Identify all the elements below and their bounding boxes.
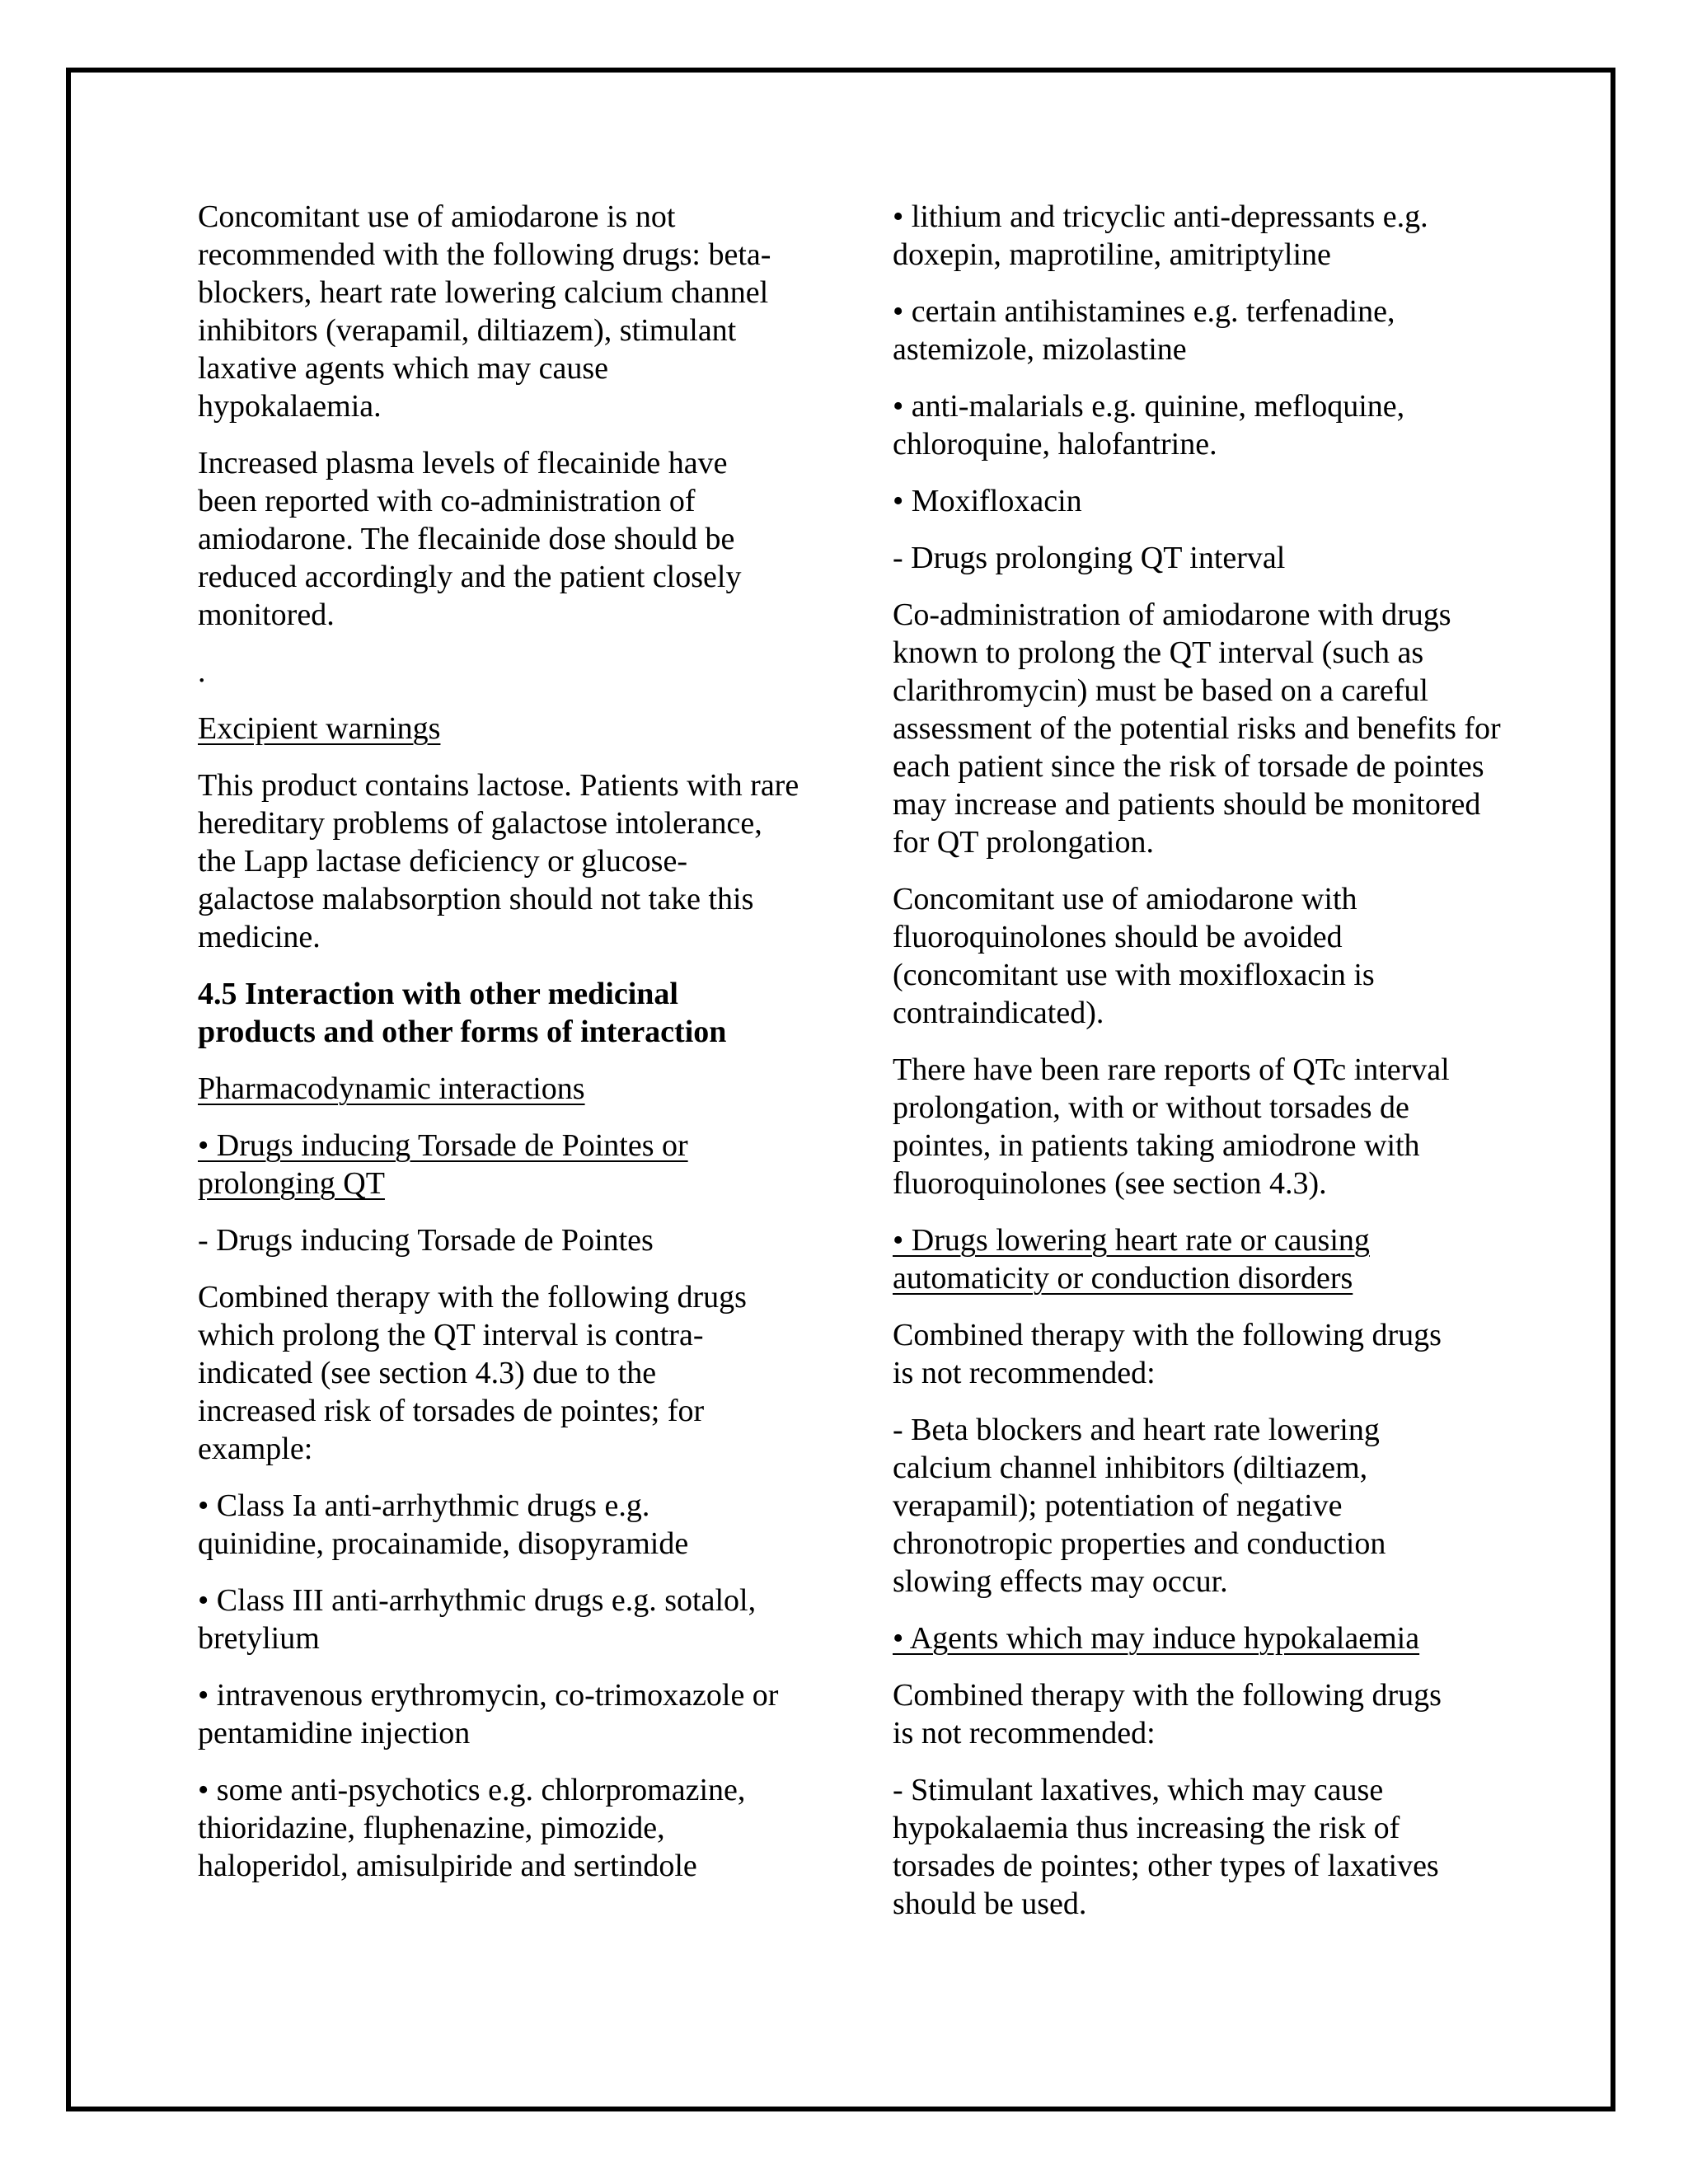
paragraph-lactose: This product contains lactose. Patients with rare hereditary problems of galactose intolerance, the Lapp lactase deficiency or glucose-galactose malabsorption should not take this medicine.	[198, 768, 799, 954]
heading-torsade-qt: • Drugs inducing Torsade de Pointes or prolonging QT	[198, 1128, 688, 1201]
paragraph-rare-reports: There have been rare reports of QTc interval prolongation, with or without torsades de pointes, in patients taking amiodrone with fluoroquinolones (see section 4.3).	[893, 1052, 1450, 1201]
bullet-antipsychotics: • some anti-psychotics e.g. chlorpromazine, thioridazine, fluphenazine, pimozide, haloperidol, amisulpiride and sertindole	[198, 1773, 746, 1883]
heading-section-4-5: 4.5 Interaction with other medicinal products and other forms of interaction	[198, 977, 727, 1049]
paragraph-drugs-prolonging-qt: - Drugs prolonging QT interval	[893, 541, 1286, 575]
paragraph-fluoroquinolones: Concomitant use of amiodarone with fluoroquinolones should be avoided (concomitant use with moxifloxacin is contraindicated).	[893, 882, 1375, 1030]
paragraph-combined-therapy-qt: Combined therapy with the following drugs which prolong the QT interval is contra-indicated (see section 4.3) due to the increased risk of torsades de pointes; for example:	[198, 1280, 747, 1466]
bullet-antihistamines: • certain antihistamines e.g. terfenadine, astemizole, mizolastine	[893, 294, 1395, 367]
bullet-antimalarials: • anti-malarials e.g. quinine, mefloquine, chloroquine, halofantrine.	[893, 389, 1405, 462]
bullet-lithium: • lithium and tricyclic anti-depressants e.g. doxepin, maprotiline, amitriptyline	[893, 199, 1428, 272]
left-column	[198, 198, 799, 1904]
bullet-iv-erythromycin: • intravenous erythromycin, co-trimoxazole or pentamidine injection	[198, 1678, 779, 1750]
bullet-class-iii: • Class III anti-arrhythmic drugs e.g. sotalol, bretylium	[198, 1583, 757, 1656]
heading-excipient-warnings: Excipient warnings	[198, 711, 441, 746]
bullet-moxifloxacin: • Moxifloxacin	[893, 484, 1082, 518]
paragraph-combined-not-recommended-1: Combined therapy with the following drugs is not recommended:	[893, 1318, 1442, 1390]
paragraph-stimulant-laxatives: - Stimulant laxatives, which may cause hypokalaemia thus increasing the risk of torsades de pointes; other types of laxatives should be used.	[893, 1773, 1439, 1921]
bullet-class-ia: • Class Ia anti-arrhythmic drugs e.g. quinidine, procainamide, disopyramide	[198, 1488, 689, 1561]
right-column	[893, 198, 1503, 1942]
paragraph-flecainide: Increased plasma levels of flecainide have been reported with co-administration of amiodarone. The flecainide dose should be reduced accordingly and the patient closely monitored.	[198, 446, 742, 632]
paragraph-drugs-inducing-tdp: - Drugs inducing Torsade de Pointes	[198, 1223, 654, 1258]
paragraph-dot: .	[198, 654, 206, 689]
paragraph-combined-not-recommended-2: Combined therapy with the following drugs is not recommended:	[893, 1678, 1442, 1750]
heading-hypokalaemia: • Agents which may induce hypokalaemia	[893, 1621, 1420, 1656]
paragraph-beta-blockers: - Beta blockers and heart rate lowering calcium channel inhibitors (diltiazem, verapamil); potentiation of negative chronotropic properties and conduction slowing effects may occur.	[893, 1413, 1386, 1599]
paragraph-concomitant-amiodarone: Concomitant use of amiodarone is not recommended with the following drugs: beta-blockers, heart rate lowering calcium channel inhibitors (verapamil, diltiazem), stimulant laxative agents which may cause hypokalaemia.	[198, 199, 771, 424]
heading-pharmacodynamic-interactions: Pharmacodynamic interactions	[198, 1071, 585, 1106]
heading-lowering-heart-rate: • Drugs lowering heart rate or causing automaticity or conduction disorders	[893, 1223, 1370, 1296]
paragraph-coadministration-qt: Co-administration of amiodarone with drugs known to prolong the QT interval (such as clarithromycin) must be based on a careful assessment of the potential risks and benefits for each patient since the risk of torsade de pointes may increase and patients should be monitored for QT prolongation.	[893, 598, 1501, 860]
